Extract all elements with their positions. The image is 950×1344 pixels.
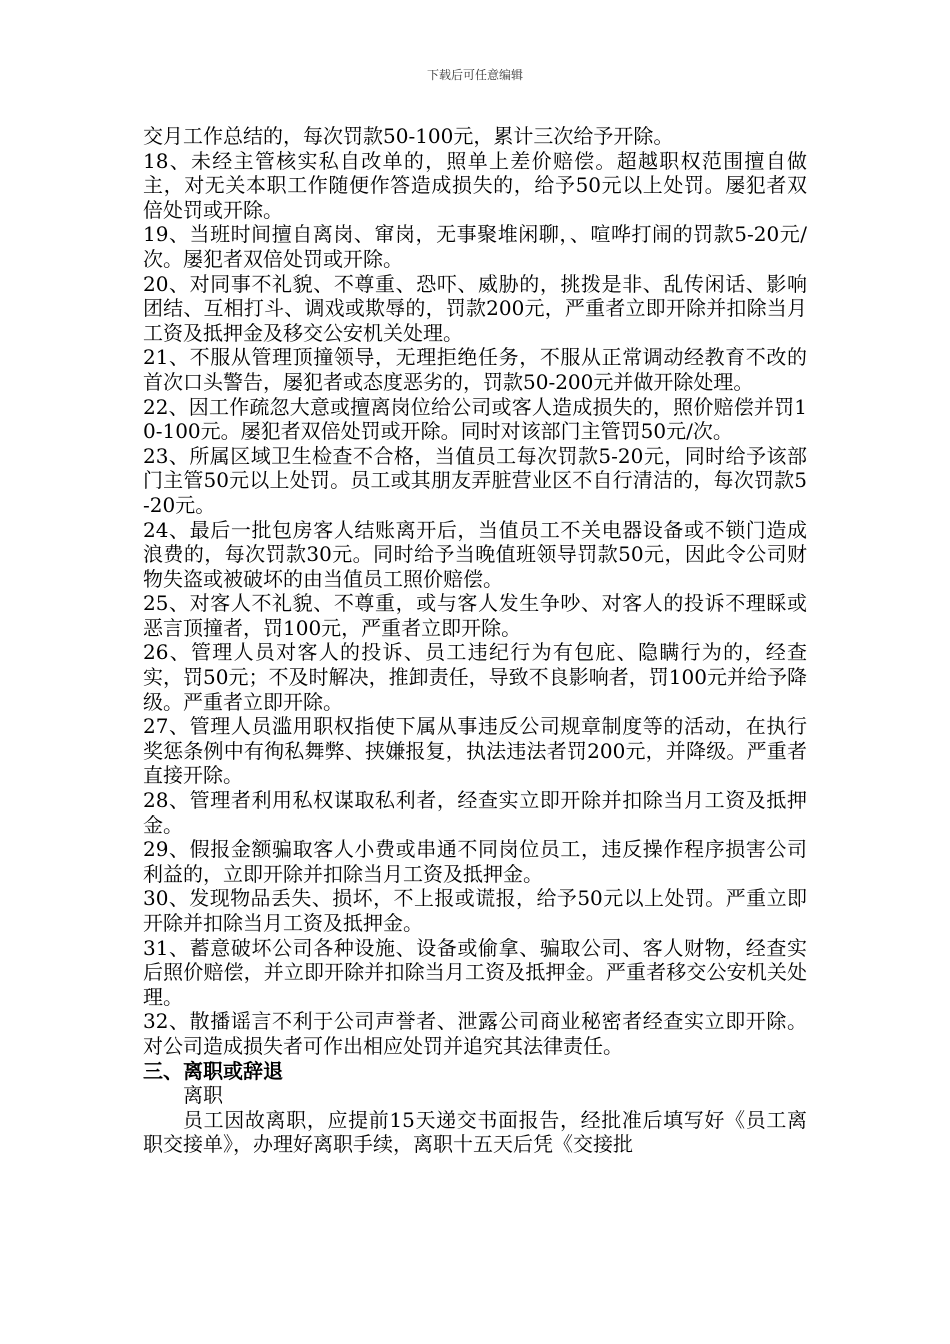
paragraph: 23、所属区域卫生检查不合格，当值员工每次罚款5-20元，同时给予该部门主管50元以上处罚。员工或其朋友弄脏营业区不自行清洁的，每次罚款5-20元。 — [143, 443, 807, 517]
paragraph: 20、对同事不礼貌、不尊重、恐吓、威胁的，挑拨是非、乱传闲话、影响团结、互相打斗、调戏或欺辱的，罚款200元，严重者立即开除并扣除当月工资及抵押金及移交公安机关处理。 — [143, 271, 807, 345]
paragraph: 19、当班时间擅自离岗、窜岗，无事聚堆闲聊，、喧哗打闹的罚款5-20元/次。屡犯者双倍处罚或开除。 — [143, 222, 807, 271]
document-body — [143, 124, 807, 1157]
section-body: 员工因故离职，应提前15天递交书面报告，经批准后填写好《员工离职交接单》，办理好离职手续，离职十五天后凭《交接批 — [143, 1107, 807, 1157]
paragraph: 21、不服从管理顶撞领导，无理拒绝任务，不服从正常调动经教育不改的首次口头警告，屡犯者或态度恶劣的，罚款50-200元并做开除处理。 — [143, 345, 807, 394]
paragraph: 26、管理人员对客人的投诉、员工违纪行为有包庇、隐瞒行为的，经查实，罚50元；不及时解决，推卸责任，导致不良影响者，罚100元并给予降级。严重者立即开除。 — [143, 640, 807, 714]
paragraph: 31、蓄意破坏公司各种设施、设备或偷拿、骗取公司、客人财物，经查实后照价赔偿，并立即开除并扣除当月工资及抵押金。严重者移交公安机关处理。 — [143, 935, 807, 1009]
paragraph: 27、管理人员滥用职权指使下属从事违反公司规章制度等的活动，在执行奖惩条例中有徇私舞弊、挟嫌报复，执法违法者罚200元，并降级。严重者直接开除。 — [143, 714, 807, 788]
section-heading: 三、离职或辞退 — [143, 1058, 283, 1083]
section-subheading: 离职 — [183, 1083, 223, 1108]
paragraph: 交月工作总结的，每次罚款50-100元，累计三次给予开除。 — [143, 124, 674, 148]
paragraph: 24、最后一批包房客人结账离开后，当值员工不关电器设备或不锁门造成浪费的，每次罚款30元。同时给予当晚值班领导罚款50元，因此令公司财物失盗或被破坏的由当值员工照价赔偿。 — [143, 517, 807, 591]
paragraph: 32、散播谣言不利于公司声誉者、泄露公司商业秘密者经查实立即开除。对公司造成损失者可作出相应处罚并追究其法律责任。 — [143, 1009, 807, 1058]
paragraph: 29、假报金额骗取客人小费或串通不同岗位员工，违反操作程序损害公司利益的，立即开除并扣除当月工资及抵押金。 — [143, 837, 807, 886]
paragraph: 28、管理者利用私权谋取私利者，经查实立即开除并扣除当月工资及抵押金。 — [143, 788, 807, 837]
paragraph: 18、未经主管核实私自改单的，照单上差价赔偿。超越职权范围擅自做主，对无关本职工作随便作答造成损失的，给予50元以上处罚。屡犯者双倍处罚或开除。 — [143, 148, 807, 222]
paragraph: 22、因工作疏忽大意或擅离岗位给公司或客人造成损失的，照价赔偿并罚10-100元。屡犯者双倍处罚或开除。同时对该部门主管罚50元/次。 — [143, 394, 807, 444]
paragraph: 25、对客人不礼貌、不尊重，或与客人发生争吵、对客人的投诉不理睬或恶言顶撞者，罚100元，严重者立即开除。 — [143, 591, 807, 640]
page-header: 下载后可任意编辑 — [426, 68, 523, 82]
paragraph: 30、发现物品丢失、损坏，不上报或谎报，给予50元以上处罚。严重立即开除并扣除当月工资及抵押金。 — [143, 886, 807, 935]
